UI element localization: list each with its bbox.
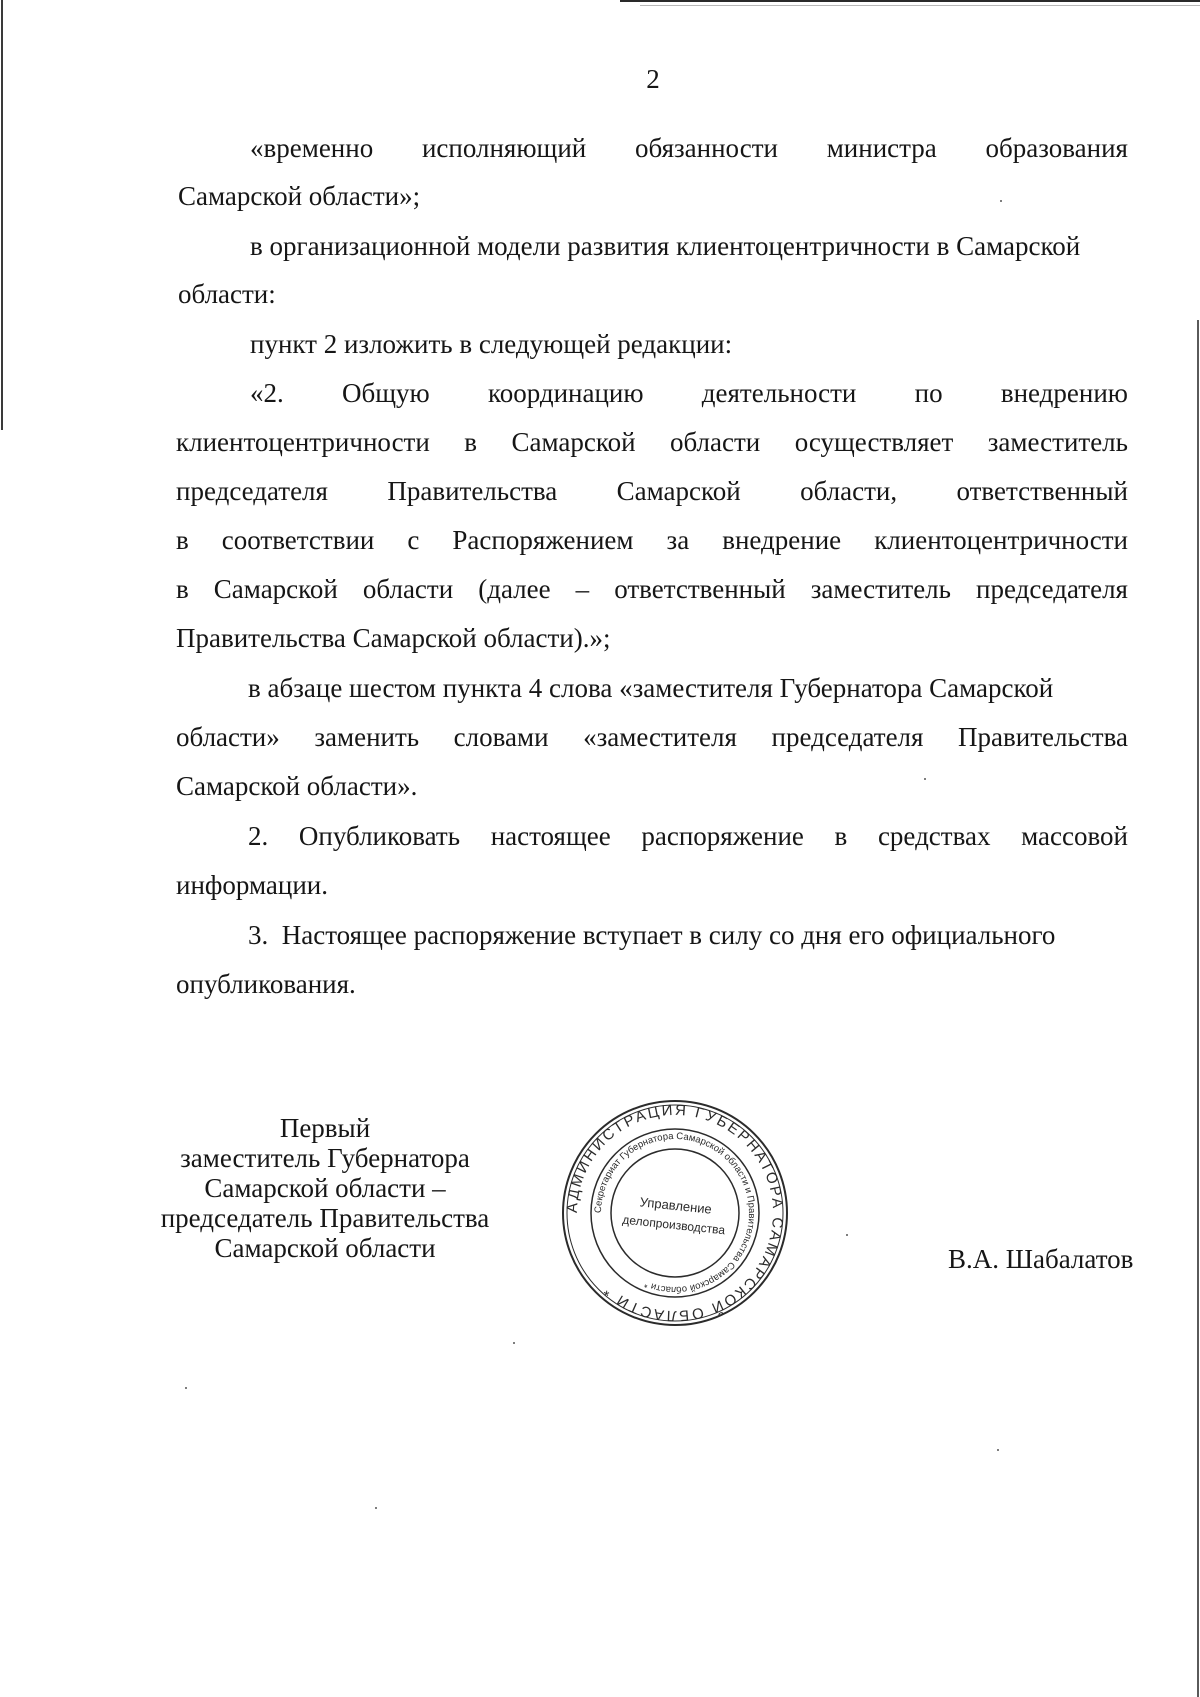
word: в — [176, 574, 189, 604]
paragraph-line: 3. Настоящее распоряжение вступает в силу со дня его официального — [248, 920, 1056, 950]
paragraph-line: в абзаце шестом пункта 4 слова «заместителя Губернатора Самарской — [248, 673, 1054, 703]
word: массовой — [1021, 821, 1128, 851]
signatory-title — [150, 1113, 500, 1263]
word: координацию — [487, 378, 644, 408]
paragraph-line — [176, 721, 1128, 753]
scan-edge-right — [1197, 320, 1199, 1697]
signatory-title-line: председатель Правительства — [160, 1203, 490, 1233]
paragraph-line — [250, 377, 1128, 409]
word: в — [834, 821, 848, 851]
paragraph-line — [176, 475, 1128, 507]
word: настоящее — [490, 821, 611, 851]
paragraph-line — [176, 426, 1128, 458]
word: Опубликовать — [298, 821, 461, 851]
scan-speck — [997, 1449, 999, 1451]
word: (далее — [478, 574, 551, 604]
word: обязанности — [635, 133, 778, 163]
paragraph-line: области: — [178, 279, 276, 309]
word: председателя — [976, 574, 1128, 604]
page-number: 2 — [646, 64, 660, 94]
word: осуществляет — [794, 427, 954, 457]
scan-speck — [1000, 200, 1002, 202]
stamp-center-line2: делопроизводства — [621, 1212, 726, 1238]
word: с — [407, 525, 420, 555]
word: председателя — [176, 476, 328, 506]
paragraph-line — [250, 132, 1128, 164]
word: – — [575, 574, 590, 604]
paragraph-line — [176, 573, 1128, 605]
paragraph-line: Правительства Самарской области).»; — [176, 623, 611, 653]
word: Распоряжением — [452, 525, 634, 555]
word: ответственный — [614, 574, 786, 604]
paragraph-line: информации. — [176, 870, 328, 900]
word: Правительства — [958, 722, 1128, 752]
paragraph-line — [176, 524, 1128, 556]
word: Самарской — [213, 574, 338, 604]
paragraph-line: Самарской области»; — [178, 181, 421, 211]
word: ответственный — [956, 476, 1128, 506]
word: «заместителя — [583, 722, 737, 752]
stamp-inner-ring-text: Секретариат Губернатора Самарской области и Правительства Самарской области * — [592, 1130, 758, 1296]
word: заменить — [314, 722, 420, 752]
word: 2. — [248, 821, 269, 851]
word: словами — [453, 722, 549, 752]
stamp-seal-graphic — [560, 1098, 790, 1328]
word: председателя — [771, 722, 924, 752]
official-stamp — [560, 1098, 790, 1328]
word: деятельности — [701, 378, 857, 408]
signatory-title-line: Самарской области — [214, 1233, 436, 1263]
paragraph-line: Самарской области». — [176, 771, 418, 801]
scan-edge-top — [620, 0, 1200, 2]
word: Самарской — [511, 427, 636, 457]
paragraph-line: в организационной модели развития клиентоцентричности в Самарской — [250, 231, 1081, 261]
word: заместитель — [810, 574, 951, 604]
signatory-title-line: заместитель Губернатора — [180, 1143, 470, 1173]
word: области — [362, 574, 454, 604]
stamp-outer-text: АДМИНИСТРАЦИЯ ГУБЕРНАТОРА САМАРСКОЙ ОБЛАСТИ * — [563, 1101, 787, 1325]
word: средствах — [877, 821, 991, 851]
word: «временно — [250, 133, 374, 163]
word: внедрению — [1000, 378, 1128, 408]
word: клиентоцентричности — [176, 427, 430, 457]
signatory-title-line: Первый — [279, 1113, 371, 1143]
word: соответствии — [221, 525, 375, 555]
word: за — [666, 525, 690, 555]
word: Правительства — [387, 476, 558, 506]
paragraph-line: пункт 2 изложить в следующей редакции: — [250, 329, 733, 359]
word: Общую — [342, 378, 430, 408]
word: клиентоцентричности — [874, 525, 1128, 555]
scan-speck — [513, 1342, 515, 1344]
paragraph-line — [248, 820, 1128, 852]
word: в — [176, 525, 189, 555]
paragraph-line: опубликования. — [176, 969, 356, 999]
scan-speck — [846, 1234, 848, 1236]
word: «2. — [250, 378, 284, 408]
scan-speck — [375, 1507, 377, 1509]
word: внедрение — [722, 525, 842, 555]
word: области, — [800, 476, 898, 506]
signatory-name: В.А. Шабалатов — [948, 1244, 1134, 1274]
word: в — [464, 427, 478, 457]
word: области» — [176, 722, 280, 752]
word: Самарской — [616, 476, 741, 506]
word: заместитель — [987, 427, 1128, 457]
word: образования — [985, 133, 1128, 163]
word: исполняющий — [421, 133, 587, 163]
signatory-title-line: Самарской области – — [204, 1173, 446, 1203]
scan-edge-top-faint — [640, 5, 1200, 6]
word: распоряжение — [641, 821, 804, 851]
word: по — [914, 378, 943, 408]
stamp-center-line1: Управление — [639, 1194, 713, 1217]
word: министра — [826, 133, 937, 163]
scan-speck — [924, 778, 926, 780]
word: области — [669, 427, 761, 457]
scan-speck — [185, 1387, 187, 1389]
